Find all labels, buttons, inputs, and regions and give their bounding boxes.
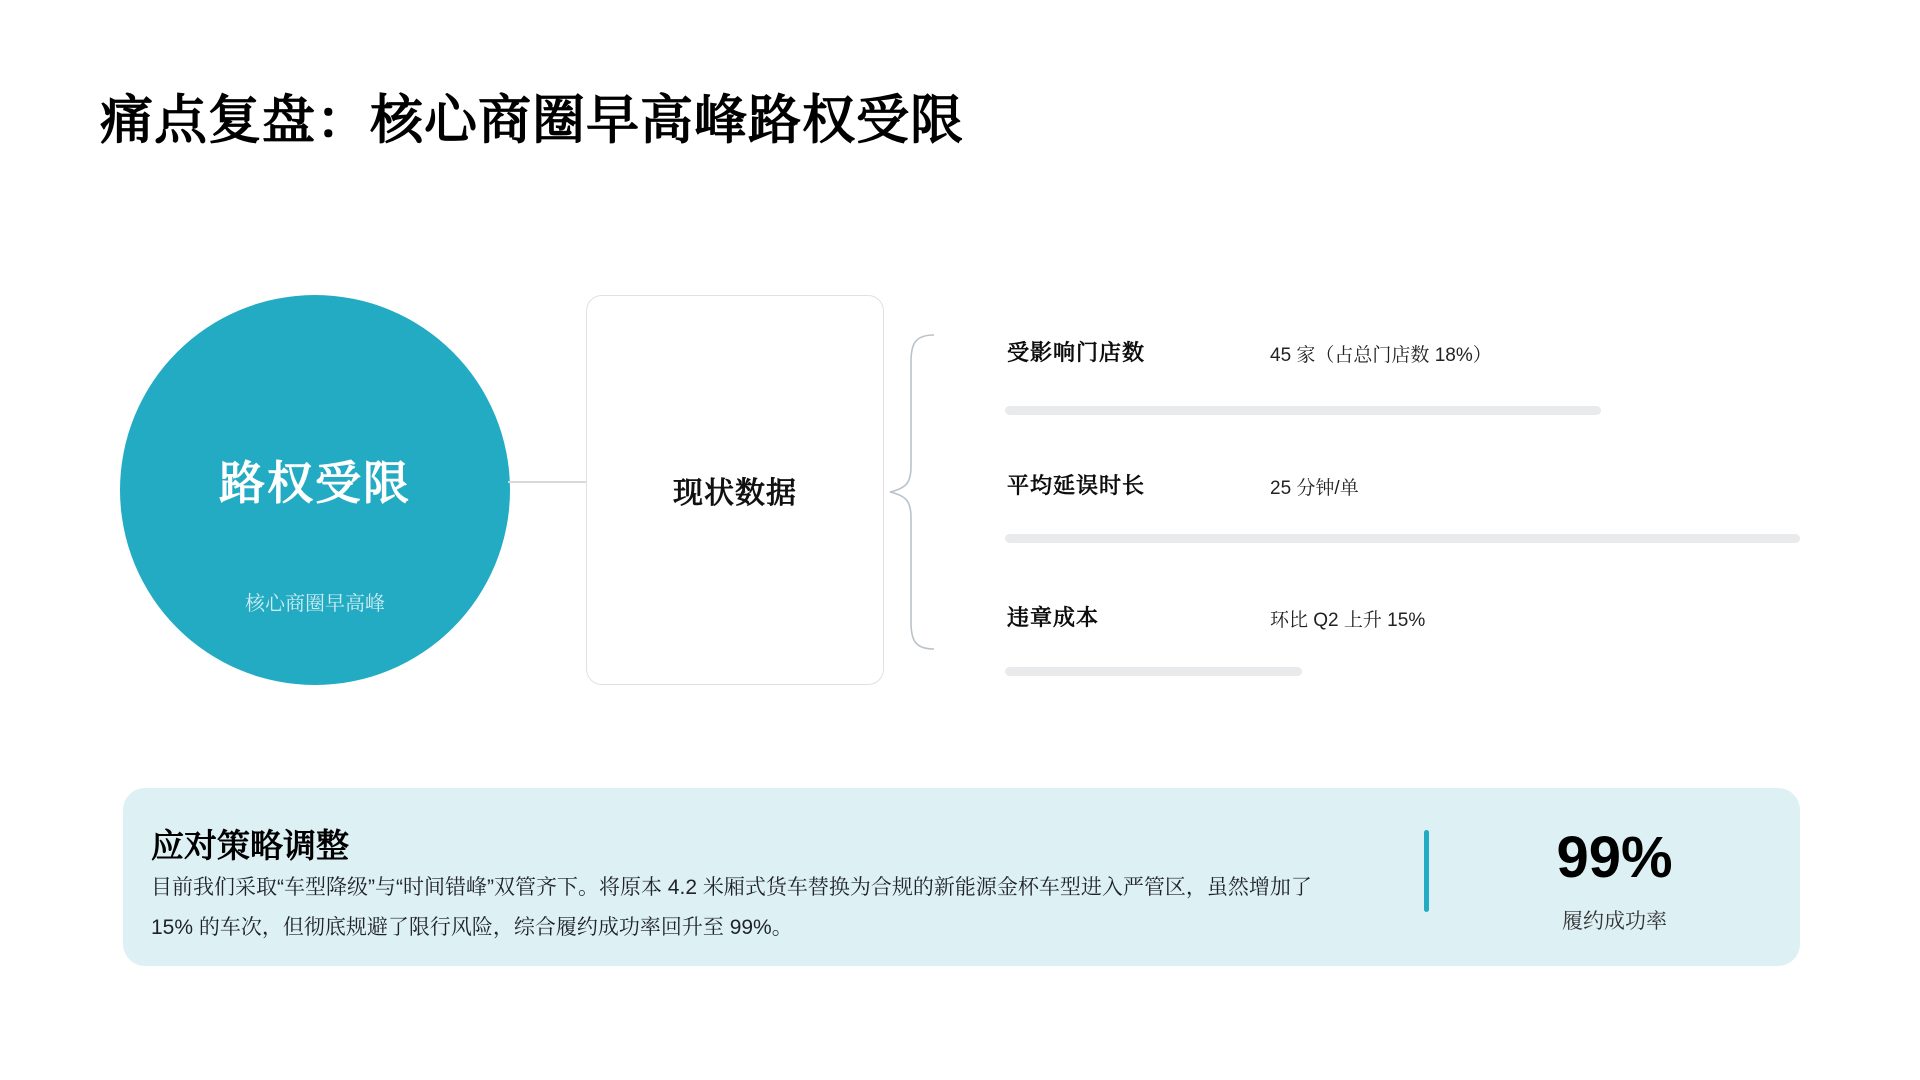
metric-label: 违章成本 <box>1007 605 1100 630</box>
curly-brace-icon <box>884 333 938 651</box>
strategy-body: 目前我们采取“车型降级”与“时间错峰”双管齐下。将原本 4.2 米厢式货车替换为合规的新能源金杯车型进入严管区，虽然增加了 15% 的车次，但彻底规避了限行风险，综合履约成功率回升至 99%。 <box>151 876 1312 939</box>
strategy-panel <box>123 788 1800 966</box>
metric-track-bar <box>1005 667 1302 676</box>
data-box <box>586 295 884 685</box>
metric-label: 受影响门店数 <box>1007 340 1146 365</box>
metric-label: 平均延误时长 <box>1007 473 1146 498</box>
strategy-heading: 应对策略调整 <box>151 827 349 864</box>
metric-value: 环比 Q2 上升 15% <box>1270 610 1426 631</box>
connector-line <box>508 481 586 483</box>
pain-point-circle <box>120 295 510 685</box>
pain-point-scene: 核心商圈早高峰 <box>245 593 385 615</box>
page-title: 痛点复盘：核心商圈早高峰路权受限 <box>100 91 964 150</box>
metric-track-bar <box>1005 534 1800 543</box>
kpi-block <box>1429 826 1800 935</box>
metric-value: 45 家（占总门店数 18%） <box>1270 345 1492 366</box>
pain-point-name: 路权受限 <box>219 457 411 509</box>
kpi-label: 履约成功率 <box>1562 909 1667 933</box>
metric-value: 25 分钟/单 <box>1270 478 1359 499</box>
kpi-value: 99% <box>1556 825 1673 890</box>
data-box-title: 现状数据 <box>673 477 797 510</box>
metric-track-bar <box>1005 406 1601 415</box>
